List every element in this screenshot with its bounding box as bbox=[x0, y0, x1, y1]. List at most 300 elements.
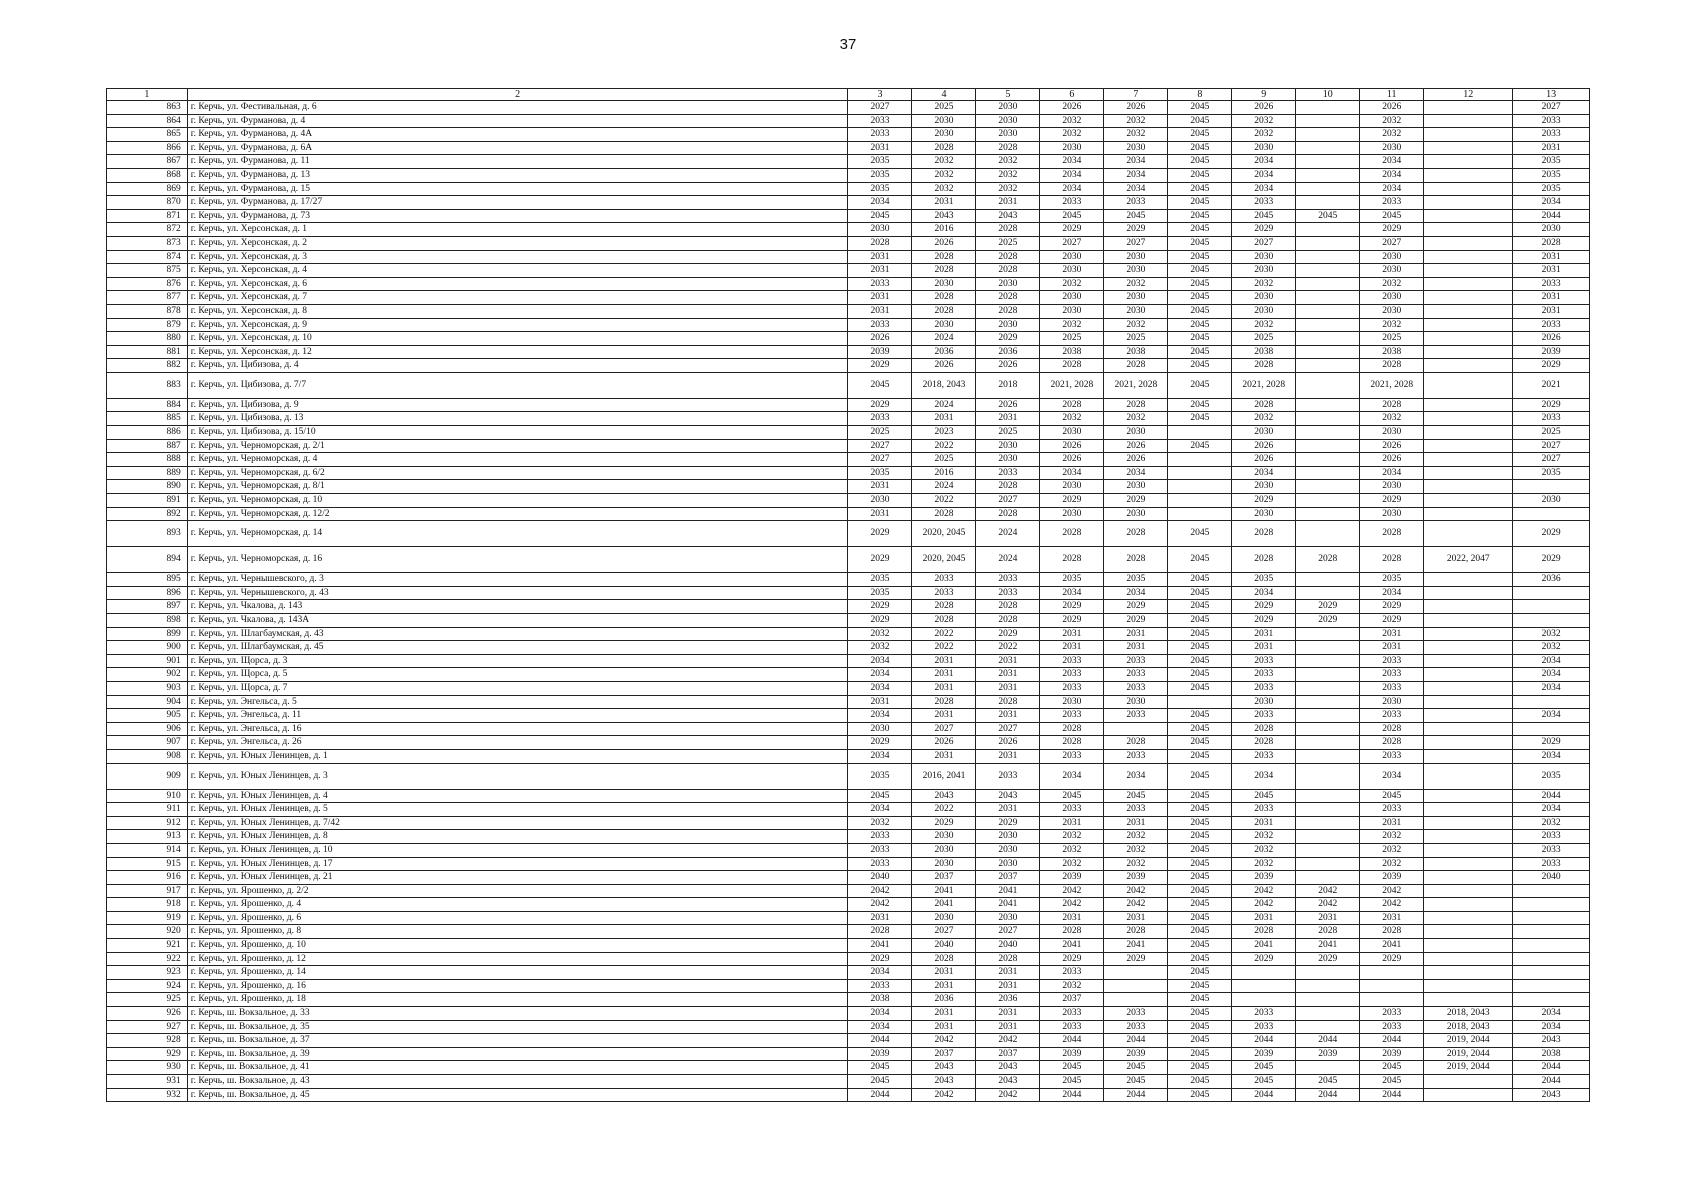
year-cell: 2044 bbox=[1104, 1034, 1168, 1048]
year-cell: 2045 bbox=[1168, 830, 1232, 844]
year-cell: 2038 bbox=[1040, 345, 1104, 359]
year-cell: 2027 bbox=[976, 925, 1040, 939]
year-cell: 2028 bbox=[976, 614, 1040, 628]
year-cell: 2044 bbox=[848, 1034, 912, 1048]
year-cell: 2028 bbox=[912, 264, 976, 278]
address-cell: г. Керчь, ул. Чернышевского, д. 3 bbox=[187, 573, 848, 587]
year-cell: 2029 bbox=[1104, 600, 1168, 614]
year-cell: 2042 bbox=[1296, 898, 1360, 912]
year-cell: 2045 bbox=[1168, 168, 1232, 182]
year-cell bbox=[1296, 398, 1360, 412]
year-cell: 2029 bbox=[1232, 600, 1296, 614]
year-cell bbox=[1296, 494, 1360, 508]
year-cell bbox=[1424, 128, 1513, 142]
year-cell: 2031 bbox=[976, 654, 1040, 668]
year-cell: 2045 bbox=[1168, 114, 1232, 128]
year-cell: 2033 bbox=[848, 412, 912, 426]
year-cell: 2044 bbox=[1513, 1061, 1590, 1075]
year-cell: 2031 bbox=[912, 681, 976, 695]
address-cell: г. Керчь, ул. Цибизова, д. 9 bbox=[187, 398, 848, 412]
table-row bbox=[107, 128, 1590, 142]
year-cell: 2033 bbox=[976, 466, 1040, 480]
table-row bbox=[107, 654, 1590, 668]
year-cell: 2028 bbox=[1296, 547, 1360, 573]
year-cell: 2030 bbox=[1040, 426, 1104, 440]
year-cell: 2041 bbox=[1040, 939, 1104, 953]
year-cell: 2045 bbox=[1168, 641, 1232, 655]
year-cell: 2021, 2028 bbox=[1104, 372, 1168, 398]
year-cell: 2045 bbox=[1232, 209, 1296, 223]
year-cell bbox=[1513, 966, 1590, 980]
year-cell: 2036 bbox=[976, 993, 1040, 1007]
address-cell: г. Керчь, ул. Щорса, д. 7 bbox=[187, 681, 848, 695]
year-cell: 2030 bbox=[1360, 304, 1424, 318]
year-cell: 2031 bbox=[912, 979, 976, 993]
year-cell: 2036 bbox=[976, 345, 1040, 359]
year-cell: 2028 bbox=[976, 141, 1040, 155]
year-cell: 2045 bbox=[1168, 939, 1232, 953]
table-row bbox=[107, 668, 1590, 682]
year-cell: 2030 bbox=[1232, 141, 1296, 155]
row-number-cell: 893 bbox=[107, 521, 188, 547]
year-cell: 2031 bbox=[848, 507, 912, 521]
year-cell: 2035 bbox=[1513, 168, 1590, 182]
year-cell: 2028 bbox=[1232, 925, 1296, 939]
address-cell: г. Керчь, ул. Фурманова, д. 73 bbox=[187, 209, 848, 223]
year-cell: 2033 bbox=[1040, 681, 1104, 695]
year-cell: 2030 bbox=[976, 911, 1040, 925]
year-cell: 2025 bbox=[912, 453, 976, 467]
year-cell bbox=[1424, 264, 1513, 278]
year-cell: 2025 bbox=[1232, 332, 1296, 346]
year-cell: 2034 bbox=[848, 668, 912, 682]
year-cell bbox=[1296, 114, 1360, 128]
year-cell: 2027 bbox=[1513, 101, 1590, 115]
year-cell: 2026 bbox=[912, 236, 976, 250]
table-row bbox=[107, 466, 1590, 480]
row-number-cell: 876 bbox=[107, 277, 188, 291]
year-cell bbox=[1104, 979, 1168, 993]
year-cell: 2030 bbox=[1040, 480, 1104, 494]
year-cell: 2041 bbox=[976, 884, 1040, 898]
address-cell: г. Керчь, ул. Юных Ленинцев, д. 7/42 bbox=[187, 816, 848, 830]
year-cell: 2032 bbox=[1040, 857, 1104, 871]
year-cell: 2042 bbox=[1232, 898, 1296, 912]
year-cell bbox=[1424, 114, 1513, 128]
year-cell: 2039 bbox=[1104, 871, 1168, 885]
year-cell: 2033 bbox=[1232, 654, 1296, 668]
row-number-cell: 913 bbox=[107, 830, 188, 844]
year-cell: 2034 bbox=[1040, 168, 1104, 182]
year-cell: 2028 bbox=[1232, 736, 1296, 750]
year-cell: 2030 bbox=[1104, 695, 1168, 709]
year-cell: 2040 bbox=[912, 939, 976, 953]
year-cell: 2026 bbox=[976, 736, 1040, 750]
row-number-cell: 917 bbox=[107, 884, 188, 898]
table-row bbox=[107, 304, 1590, 318]
year-cell bbox=[1296, 749, 1360, 763]
year-cell: 2035 bbox=[848, 763, 912, 789]
year-cell: 2043 bbox=[912, 209, 976, 223]
year-cell: 2039 bbox=[1232, 871, 1296, 885]
year-cell: 2045 bbox=[1168, 586, 1232, 600]
year-cell: 2031 bbox=[848, 264, 912, 278]
address-cell: г. Керчь, ул. Херсонская, д. 12 bbox=[187, 345, 848, 359]
year-cell: 2030 bbox=[1104, 304, 1168, 318]
year-cell: 2029 bbox=[912, 816, 976, 830]
year-cell: 2030 bbox=[912, 911, 976, 925]
year-cell bbox=[1424, 722, 1513, 736]
address-cell: г. Керчь, ул. Шлагбаумская, д. 43 bbox=[187, 627, 848, 641]
address-cell: г. Керчь, ул. Цибизова, д. 7/7 bbox=[187, 372, 848, 398]
year-cell: 2032 bbox=[1104, 857, 1168, 871]
year-cell bbox=[1424, 304, 1513, 318]
year-cell: 2031 bbox=[1360, 816, 1424, 830]
address-cell: г. Керчь, ул. Ярошенко, д. 18 bbox=[187, 993, 848, 1007]
address-cell: г. Керчь, ул. Черноморская, д. 16 bbox=[187, 547, 848, 573]
year-cell: 2031 bbox=[1040, 641, 1104, 655]
year-cell: 2032 bbox=[1360, 128, 1424, 142]
year-cell bbox=[1296, 141, 1360, 155]
table-row bbox=[107, 426, 1590, 440]
year-cell: 2033 bbox=[1360, 803, 1424, 817]
year-cell: 2031 bbox=[912, 412, 976, 426]
year-cell: 2042 bbox=[1296, 884, 1360, 898]
year-cell: 2031 bbox=[976, 1020, 1040, 1034]
year-cell: 2028 bbox=[976, 952, 1040, 966]
year-cell: 2027 bbox=[1360, 236, 1424, 250]
table-row bbox=[107, 722, 1590, 736]
year-cell: 2045 bbox=[1360, 1061, 1424, 1075]
table-row bbox=[107, 1020, 1590, 1034]
year-cell: 2029 bbox=[848, 359, 912, 373]
year-cell: 2029 bbox=[1040, 494, 1104, 508]
table-row bbox=[107, 681, 1590, 695]
year-cell bbox=[1424, 155, 1513, 169]
year-cell bbox=[1168, 466, 1232, 480]
year-cell: 2033 bbox=[1104, 709, 1168, 723]
year-cell: 2041 bbox=[1232, 939, 1296, 953]
year-cell: 2045 bbox=[1168, 871, 1232, 885]
year-cell: 2027 bbox=[976, 722, 1040, 736]
year-cell: 2019, 2044 bbox=[1424, 1047, 1513, 1061]
year-cell: 2045 bbox=[1168, 250, 1232, 264]
year-cell bbox=[1424, 439, 1513, 453]
year-cell bbox=[1296, 789, 1360, 803]
year-cell bbox=[1424, 979, 1513, 993]
year-cell: 2031 bbox=[1104, 627, 1168, 641]
year-cell: 2018 bbox=[976, 372, 1040, 398]
year-cell: 2029 bbox=[1360, 600, 1424, 614]
year-cell: 2033 bbox=[1232, 196, 1296, 210]
year-cell: 2033 bbox=[1104, 749, 1168, 763]
year-cell: 2029 bbox=[976, 332, 1040, 346]
year-cell: 2032 bbox=[1104, 114, 1168, 128]
year-cell: 2043 bbox=[976, 789, 1040, 803]
address-cell: г. Керчь, ул. Щорса, д. 5 bbox=[187, 668, 848, 682]
year-cell: 2033 bbox=[1360, 681, 1424, 695]
year-cell: 2034 bbox=[1513, 1007, 1590, 1021]
row-number-cell: 919 bbox=[107, 911, 188, 925]
year-cell bbox=[1424, 600, 1513, 614]
year-cell: 2032 bbox=[1360, 114, 1424, 128]
year-cell: 2045 bbox=[848, 1061, 912, 1075]
year-cell bbox=[1296, 264, 1360, 278]
year-cell: 2045 bbox=[1360, 789, 1424, 803]
table-row bbox=[107, 1061, 1590, 1075]
year-cell: 2045 bbox=[1168, 979, 1232, 993]
year-cell: 2035 bbox=[1040, 573, 1104, 587]
year-cell bbox=[1424, 871, 1513, 885]
row-number-cell: 870 bbox=[107, 196, 188, 210]
year-cell: 2022 bbox=[912, 494, 976, 508]
year-cell: 2039 bbox=[1360, 871, 1424, 885]
year-cell bbox=[1513, 586, 1590, 600]
year-cell: 2033 bbox=[848, 277, 912, 291]
year-cell: 2031 bbox=[1360, 911, 1424, 925]
year-cell bbox=[1513, 952, 1590, 966]
year-cell: 2034 bbox=[1104, 168, 1168, 182]
year-cell bbox=[1296, 763, 1360, 789]
year-cell: 2039 bbox=[1040, 871, 1104, 885]
row-number-cell: 886 bbox=[107, 426, 188, 440]
year-cell: 2037 bbox=[912, 1047, 976, 1061]
year-cell: 2030 bbox=[1040, 264, 1104, 278]
year-cell: 2025 bbox=[1513, 426, 1590, 440]
year-cell: 2045 bbox=[1168, 763, 1232, 789]
row-number-cell: 911 bbox=[107, 803, 188, 817]
address-cell: г. Керчь, ул. Энгельса, д. 5 bbox=[187, 695, 848, 709]
year-cell: 2029 bbox=[1513, 547, 1590, 573]
year-cell: 2032 bbox=[1040, 412, 1104, 426]
address-cell: г. Керчь, ул. Херсонская, д. 4 bbox=[187, 264, 848, 278]
year-cell: 2033 bbox=[1040, 196, 1104, 210]
year-cell: 2032 bbox=[848, 627, 912, 641]
column-header-5: 5 bbox=[976, 89, 1040, 101]
year-cell: 2033 bbox=[1232, 749, 1296, 763]
address-cell: г. Керчь, ш. Вокзальное, д. 45 bbox=[187, 1088, 848, 1102]
row-number-cell: 916 bbox=[107, 871, 188, 885]
year-cell bbox=[1296, 641, 1360, 655]
year-cell: 2034 bbox=[1513, 749, 1590, 763]
year-cell: 2045 bbox=[1040, 789, 1104, 803]
year-cell: 2031 bbox=[912, 1020, 976, 1034]
year-cell bbox=[1424, 223, 1513, 237]
year-cell: 2034 bbox=[1040, 763, 1104, 789]
year-cell: 2031 bbox=[912, 1007, 976, 1021]
year-cell: 2033 bbox=[1360, 749, 1424, 763]
year-cell bbox=[1296, 304, 1360, 318]
year-cell bbox=[1424, 641, 1513, 655]
year-cell: 2031 bbox=[1104, 641, 1168, 655]
year-cell bbox=[1296, 412, 1360, 426]
year-cell: 2028 bbox=[1232, 359, 1296, 373]
address-cell: г. Керчь, ул. Херсонская, д. 10 bbox=[187, 332, 848, 346]
table-row bbox=[107, 830, 1590, 844]
year-cell: 2030 bbox=[1360, 507, 1424, 521]
address-cell: г. Керчь, ул. Фурманова, д. 4А bbox=[187, 128, 848, 142]
year-cell: 2031 bbox=[848, 911, 912, 925]
year-cell: 2031 bbox=[1104, 911, 1168, 925]
year-cell: 2033 bbox=[1232, 1020, 1296, 1034]
year-cell bbox=[1424, 168, 1513, 182]
year-cell: 2032 bbox=[1104, 830, 1168, 844]
year-cell: 2032 bbox=[848, 641, 912, 655]
year-cell: 2027 bbox=[1232, 236, 1296, 250]
year-cell: 2036 bbox=[1513, 573, 1590, 587]
year-cell bbox=[1104, 722, 1168, 736]
year-cell bbox=[1424, 101, 1513, 115]
table-row bbox=[107, 453, 1590, 467]
address-cell: г. Керчь, ш. Вокзальное, д. 35 bbox=[187, 1020, 848, 1034]
year-cell: 2032 bbox=[1040, 318, 1104, 332]
year-cell bbox=[1424, 993, 1513, 1007]
year-cell: 2030 bbox=[1232, 291, 1296, 305]
table-row bbox=[107, 816, 1590, 830]
year-cell: 2031 bbox=[848, 304, 912, 318]
year-cell: 2043 bbox=[912, 1061, 976, 1075]
year-cell: 2042 bbox=[976, 1088, 1040, 1102]
year-cell: 2045 bbox=[1168, 668, 1232, 682]
table-row bbox=[107, 857, 1590, 871]
year-cell bbox=[1168, 494, 1232, 508]
year-cell: 2045 bbox=[1232, 1061, 1296, 1075]
year-cell: 2026 bbox=[1232, 453, 1296, 467]
year-cell: 2035 bbox=[1513, 155, 1590, 169]
year-cell: 2030 bbox=[1232, 426, 1296, 440]
table-row bbox=[107, 521, 1590, 547]
row-number-cell: 883 bbox=[107, 372, 188, 398]
year-cell: 2029 bbox=[1104, 614, 1168, 628]
table-row bbox=[107, 345, 1590, 359]
year-cell: 2030 bbox=[976, 453, 1040, 467]
year-cell bbox=[1424, 236, 1513, 250]
column-header-4: 4 bbox=[912, 89, 976, 101]
year-cell bbox=[1424, 830, 1513, 844]
year-cell: 2033 bbox=[848, 843, 912, 857]
year-cell: 2045 bbox=[1168, 1047, 1232, 1061]
year-cell bbox=[1296, 359, 1360, 373]
year-cell: 2031 bbox=[1513, 141, 1590, 155]
year-cell bbox=[1296, 830, 1360, 844]
year-cell: 2045 bbox=[1104, 209, 1168, 223]
year-cell: 2030 bbox=[1104, 264, 1168, 278]
year-cell: 2045 bbox=[848, 372, 912, 398]
year-cell: 2042 bbox=[1360, 898, 1424, 912]
year-cell: 2029 bbox=[976, 816, 1040, 830]
year-cell: 2030 bbox=[1360, 141, 1424, 155]
year-cell: 2030 bbox=[976, 101, 1040, 115]
year-cell: 2032 bbox=[912, 182, 976, 196]
year-cell bbox=[1424, 494, 1513, 508]
year-cell: 2030 bbox=[1232, 695, 1296, 709]
year-cell bbox=[1168, 453, 1232, 467]
year-cell bbox=[1296, 101, 1360, 115]
year-cell: 2044 bbox=[1040, 1088, 1104, 1102]
year-cell bbox=[1424, 843, 1513, 857]
year-cell: 2030 bbox=[1360, 264, 1424, 278]
year-cell: 2045 bbox=[1168, 993, 1232, 1007]
year-cell: 2030 bbox=[848, 494, 912, 508]
page-number: 37 bbox=[839, 36, 857, 53]
year-cell: 2025 bbox=[976, 236, 1040, 250]
year-cell: 2034 bbox=[1513, 196, 1590, 210]
table-row bbox=[107, 586, 1590, 600]
table-row bbox=[107, 318, 1590, 332]
year-cell: 2029 bbox=[1296, 952, 1360, 966]
address-cell: г. Керчь, ул. Херсонская, д. 2 bbox=[187, 236, 848, 250]
row-number-cell: 902 bbox=[107, 668, 188, 682]
year-cell: 2032 bbox=[1232, 412, 1296, 426]
year-cell bbox=[1424, 736, 1513, 750]
year-cell: 2030 bbox=[1040, 141, 1104, 155]
address-cell: г. Керчь, ул. Фестивальная, д. 6 bbox=[187, 101, 848, 115]
year-cell: 2032 bbox=[1360, 830, 1424, 844]
year-cell: 2034 bbox=[1104, 155, 1168, 169]
year-cell: 2034 bbox=[1104, 466, 1168, 480]
year-cell: 2030 bbox=[912, 128, 976, 142]
table-row bbox=[107, 277, 1590, 291]
year-cell: 2028 bbox=[976, 695, 1040, 709]
year-cell: 2028 bbox=[1360, 359, 1424, 373]
year-cell: 2026 bbox=[912, 359, 976, 373]
year-cell: 2029 bbox=[848, 614, 912, 628]
address-cell: г. Керчь, ул. Ярошенко, д. 8 bbox=[187, 925, 848, 939]
row-number-cell: 863 bbox=[107, 101, 188, 115]
table-row bbox=[107, 789, 1590, 803]
address-cell: г. Керчь, ул. Юных Ленинцев, д. 21 bbox=[187, 871, 848, 885]
year-cell: 2030 bbox=[976, 114, 1040, 128]
year-cell: 2030 bbox=[912, 318, 976, 332]
year-cell: 2034 bbox=[848, 749, 912, 763]
year-cell bbox=[1296, 155, 1360, 169]
row-number-cell: 873 bbox=[107, 236, 188, 250]
year-cell: 2031 bbox=[912, 668, 976, 682]
year-cell bbox=[1296, 466, 1360, 480]
year-cell: 2031 bbox=[976, 966, 1040, 980]
year-cell: 2037 bbox=[976, 871, 1040, 885]
year-cell: 2032 bbox=[1232, 114, 1296, 128]
year-cell: 2029 bbox=[1040, 223, 1104, 237]
row-number-cell: 909 bbox=[107, 763, 188, 789]
address-cell: г. Керчь, ул. Черноморская, д. 12/2 bbox=[187, 507, 848, 521]
year-cell: 2031 bbox=[1513, 304, 1590, 318]
column-header-9: 9 bbox=[1232, 89, 1296, 101]
year-cell: 2033 bbox=[1513, 412, 1590, 426]
year-cell: 2042 bbox=[1104, 898, 1168, 912]
year-cell: 2033 bbox=[912, 573, 976, 587]
address-cell: г. Керчь, ул. Энгельса, д. 16 bbox=[187, 722, 848, 736]
year-cell: 2045 bbox=[1360, 1075, 1424, 1089]
year-cell bbox=[1296, 291, 1360, 305]
year-cell: 2038 bbox=[1104, 345, 1168, 359]
year-cell: 2028 bbox=[1360, 547, 1424, 573]
year-cell: 2033 bbox=[1360, 654, 1424, 668]
row-number-cell: 908 bbox=[107, 749, 188, 763]
year-cell: 2041 bbox=[1104, 939, 1168, 953]
row-number-cell: 890 bbox=[107, 480, 188, 494]
year-cell: 2045 bbox=[1168, 966, 1232, 980]
year-cell: 2036 bbox=[912, 345, 976, 359]
year-cell: 2027 bbox=[1513, 453, 1590, 467]
row-number-cell: 896 bbox=[107, 586, 188, 600]
year-cell: 2033 bbox=[1232, 1007, 1296, 1021]
year-cell: 2031 bbox=[848, 695, 912, 709]
year-cell: 2028 bbox=[1040, 547, 1104, 573]
table-row bbox=[107, 155, 1590, 169]
year-cell: 2045 bbox=[1040, 1061, 1104, 1075]
year-cell: 2033 bbox=[1232, 668, 1296, 682]
